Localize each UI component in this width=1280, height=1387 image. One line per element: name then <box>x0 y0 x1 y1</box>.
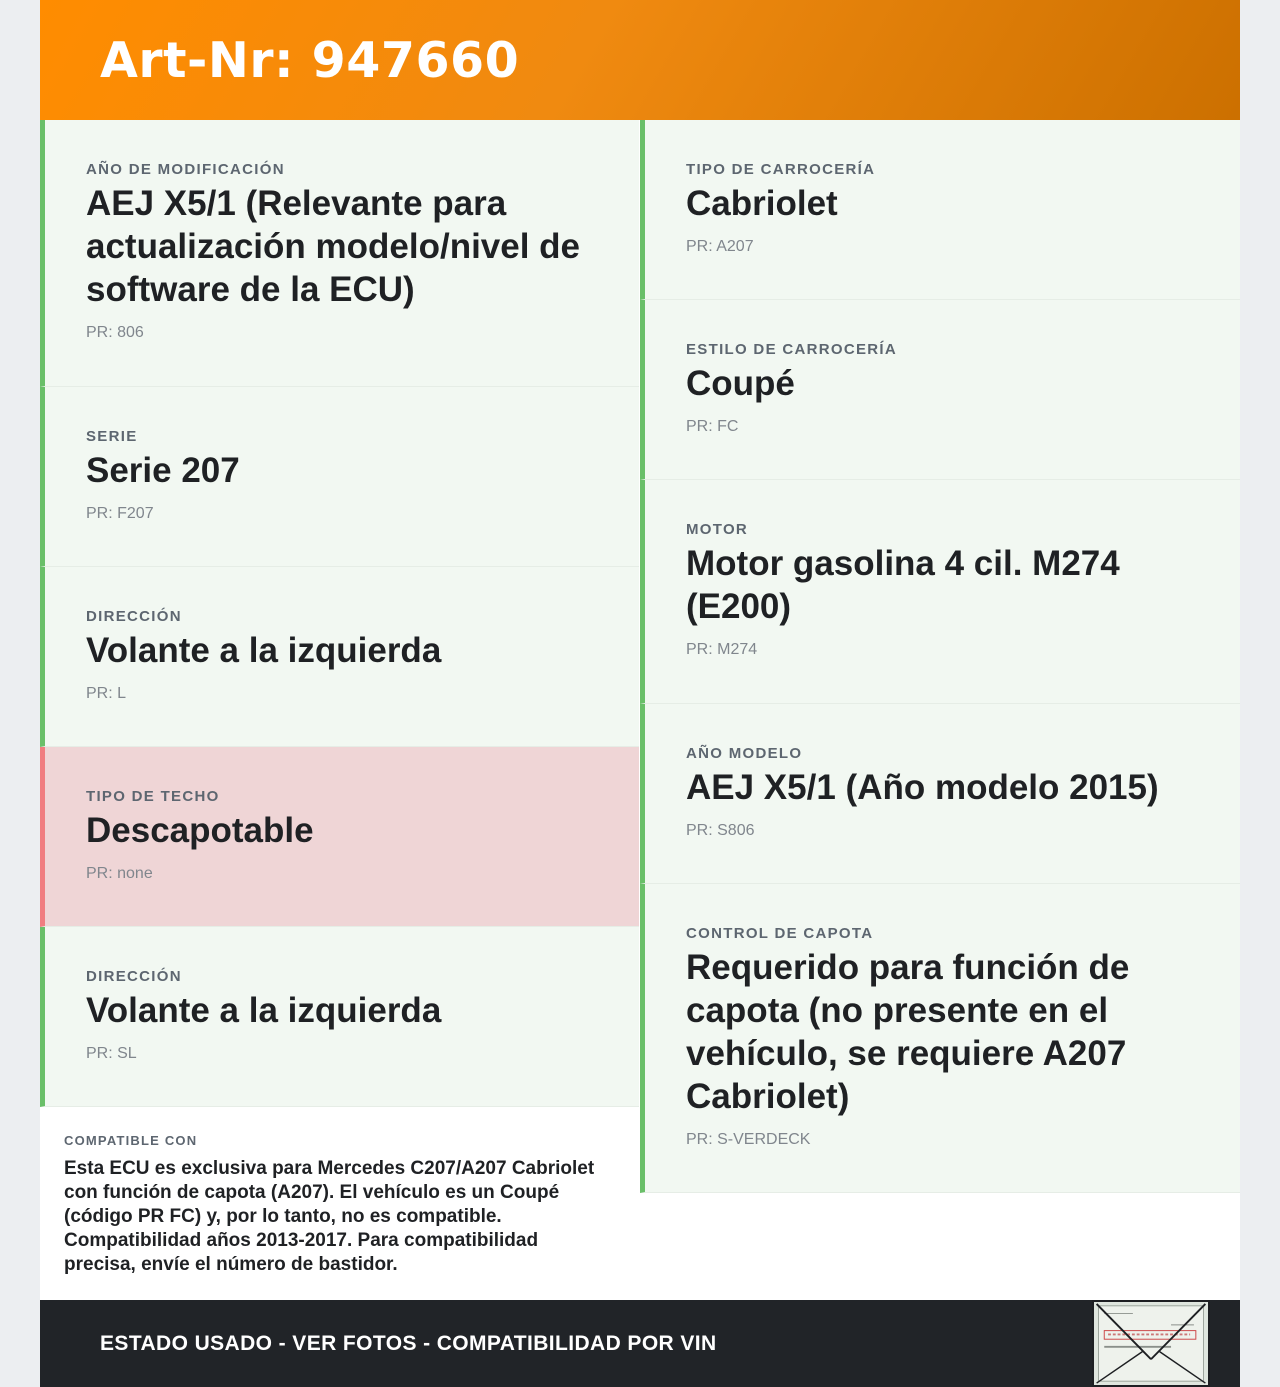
attribute-label: SERIE <box>86 428 138 445</box>
footer-bar <box>40 1300 1240 1387</box>
attribute-value: Descapotable <box>86 811 314 850</box>
attribute-pr-code: PR: FC <box>686 418 739 435</box>
attribute-value: Coupé <box>686 364 795 403</box>
attribute-pr-code: PR: F207 <box>86 505 154 522</box>
attribute-label: DIRECCIÓN <box>86 608 182 625</box>
compatibility-text: Esta ECU es exclusiva para Mercedes C207/A207 Cabriolet con función de capota (A207). El vehículo es un Coupé (código PR FC) y, por lo tanto, no es compatible. Compatibilidad años 2013-2017. Para compatibilidad precisa, envíe el número de bastidor. <box>64 1158 595 1275</box>
attribute-value: Volante a la izquierda <box>86 631 442 670</box>
header-bar <box>40 0 1240 120</box>
attribute-pr-code: PR: A207 <box>686 238 754 255</box>
attribute-cell-engine <box>640 480 1240 704</box>
attribute-pr-code: PR: L <box>86 685 127 702</box>
attribute-pr-code: PR: S-VERDECK <box>686 1131 811 1148</box>
attribute-pr-code: PR: SL <box>86 1045 137 1062</box>
right-column <box>640 120 1240 1302</box>
attribute-grid <box>40 120 1240 1302</box>
attribute-label: DIRECCIÓN <box>86 968 182 985</box>
attribute-value: Motor gasolina 4 cil. M274 (E200) <box>686 544 1120 626</box>
attribute-cell-model-year <box>640 704 1240 884</box>
attribute-cell-steering-2 <box>40 927 639 1107</box>
attribute-label: AÑO DE MODIFICACIÓN <box>86 161 285 178</box>
article-number-title: Art-Nr: 947660 <box>100 31 520 89</box>
attribute-value: AEJ X5/1 (Año modelo 2015) <box>686 768 1159 807</box>
label-photo-image <box>1094 1302 1208 1385</box>
attribute-value: Requerido para función de capota (no presente en el vehículo, se requiere A207 Cabriolet) <box>686 948 1130 1116</box>
footer-text: ESTADO USADO - VER FOTOS - COMPATIBILIDAD POR VIN <box>100 1331 717 1355</box>
compatibility-section <box>40 1107 640 1302</box>
product-photo-thumbnail[interactable] <box>1092 1300 1210 1387</box>
attribute-label: TIPO DE CARROCERÍA <box>686 161 876 178</box>
left-column <box>40 120 640 1302</box>
attribute-pr-code: PR: 806 <box>86 324 144 341</box>
attribute-label: CONTROL DE CAPOTA <box>686 925 874 942</box>
compatibility-label: COMPATIBLE CON <box>64 1133 198 1148</box>
attribute-cell-series <box>40 387 639 567</box>
product-sheet <box>40 0 1240 1387</box>
attribute-cell-roof-control <box>640 884 1240 1193</box>
attribute-value: Serie 207 <box>86 451 240 490</box>
attribute-label: TIPO DE TECHO <box>86 788 220 805</box>
attribute-value: Cabriolet <box>686 184 838 223</box>
attribute-value: AEJ X5/1 (Relevante para actualización modelo/nivel de software de la ECU) <box>86 184 581 309</box>
attribute-value: Volante a la izquierda <box>86 991 442 1030</box>
attribute-cell-body-style <box>640 300 1240 480</box>
attribute-cell-roof-type <box>40 747 639 927</box>
attribute-cell-body-type <box>640 120 1240 300</box>
attribute-label: MOTOR <box>686 521 749 538</box>
attribute-pr-code: PR: none <box>86 865 153 882</box>
attribute-cell-steering <box>40 567 639 747</box>
attribute-pr-code: PR: M274 <box>686 641 758 658</box>
attribute-label: AÑO MODELO <box>686 745 803 762</box>
attribute-pr-code: PR: S806 <box>686 822 755 839</box>
attribute-label: ESTILO DE CARROCERÍA <box>686 341 898 358</box>
attribute-cell-modification-year <box>40 120 639 387</box>
